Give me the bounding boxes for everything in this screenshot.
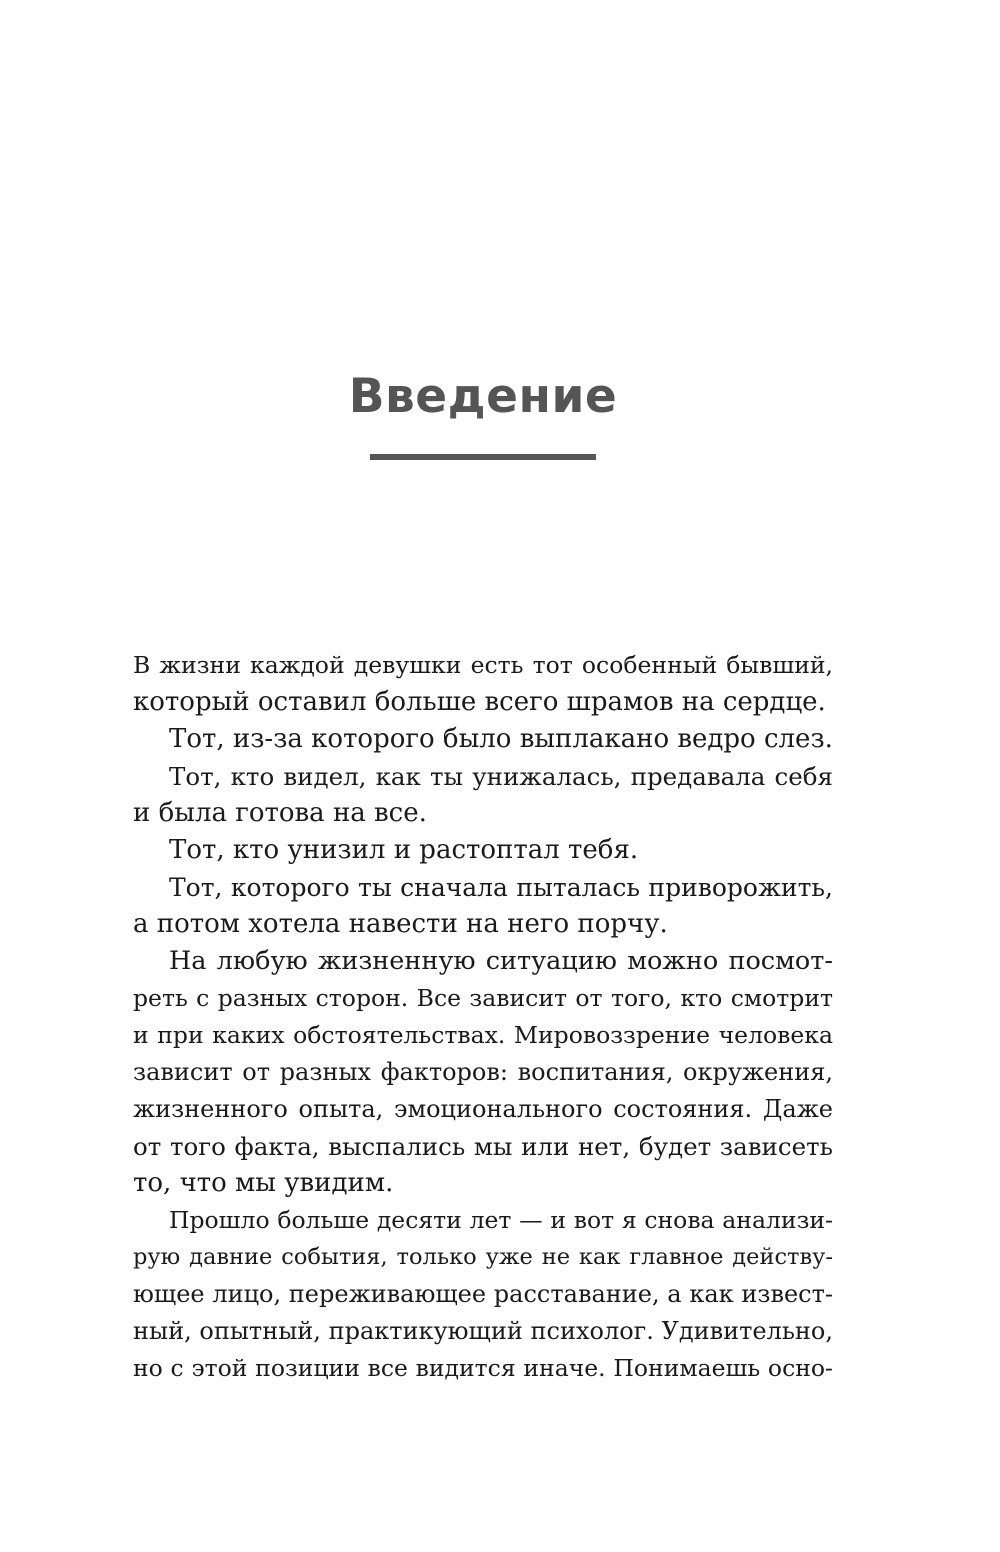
text-line: Тот, кто видел, как ты унижалась, предавала себя — [169, 762, 833, 791]
text-line: Тот, кто унизил и растоптал тебя. — [169, 835, 639, 865]
body-text — [133, 647, 833, 1387]
text-line: зависит от разных факторов: воспитания, окружения, — [133, 1058, 833, 1086]
text-line: жизненного опыта, эмоционального состояния. Даже — [133, 1095, 833, 1123]
text-line: который оставил больше всего шрамов на сердце. — [133, 687, 826, 717]
text-line: В жизни каждой девушки есть тот особенный бывший, — [133, 651, 833, 679]
text-line: реть с разных сторон. Все зависит от того, кто смотрит — [133, 984, 833, 1012]
text-line: ный, опытный, практикующий психолог. Удивительно, — [133, 1317, 833, 1345]
title-underline-rule — [370, 454, 596, 460]
text-line: ющее лицо, переживающее расставание, а как извест- — [133, 1280, 833, 1308]
chapter-title: Введение — [348, 369, 618, 424]
text-line: но с этой позиции все видится иначе. Понимаешь осно- — [133, 1354, 833, 1382]
text-line: и при каких обстоятельствах. Мировоззрение человека — [133, 1021, 833, 1049]
text-line: Тот, которого ты сначала пыталась приворожить, — [169, 873, 833, 902]
text-line: и была готова на все. — [133, 798, 427, 828]
text-line: а потом хотела навести на него порчу. — [133, 909, 668, 939]
text-line: то, что мы увидим. — [133, 1168, 394, 1198]
text-line: рую давние события, только уже не как главное действу- — [133, 1244, 833, 1270]
text-line: На любую жизненную ситуацию можно посмот- — [169, 946, 833, 976]
text-line: от того факта, выспались мы или нет, будет зависеть — [133, 1132, 833, 1161]
text-line: Прошло больше десяти лет — и вот я снова анализи- — [169, 1206, 833, 1234]
text-line: Тот, из-за которого было выплакано ведро слез. — [169, 724, 833, 754]
